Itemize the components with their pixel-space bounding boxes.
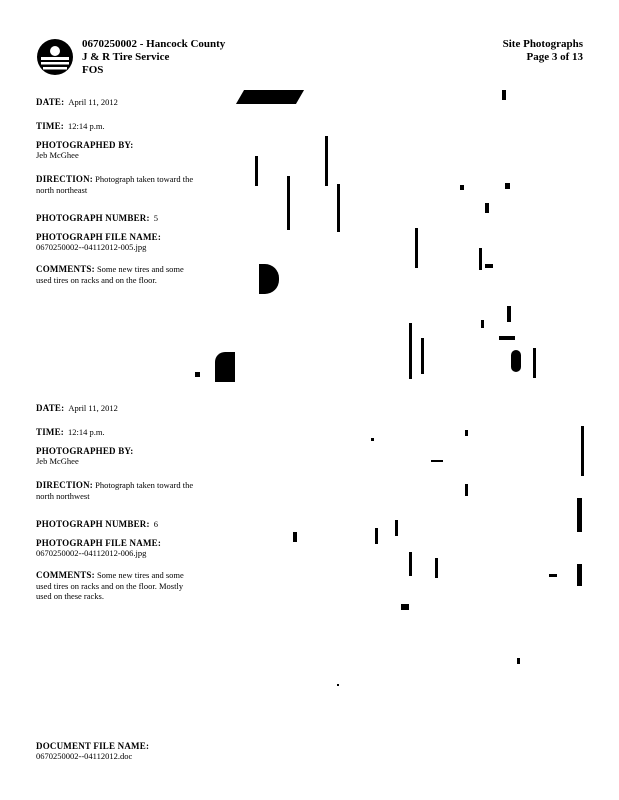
photo-info-block-5 — [36, 92, 196, 285]
document-file-value: 0670250002--04112012.doc — [36, 751, 133, 761]
file-name-value: 0670250002--04112012-005.jpg — [36, 242, 147, 252]
direction-label: DIRECTION: — [36, 174, 94, 184]
photographed-by-value: Jeb McGhee — [36, 150, 79, 160]
site-photo-5 — [195, 88, 550, 384]
time-value: 12:14 p.m. — [68, 121, 105, 131]
agency-logo — [36, 38, 74, 76]
header-left — [82, 38, 225, 77]
program-code: FOS — [82, 64, 104, 76]
date-label: DATE: — [36, 403, 65, 413]
file-name-label: PHOTOGRAPH FILE NAME: — [36, 538, 162, 548]
photo-number-label: PHOTOGRAPH NUMBER: — [36, 213, 150, 223]
comments-value: Some new tires and some used tires on racks and on the floor. — [36, 264, 184, 285]
time-label: TIME: — [36, 121, 64, 131]
date-label: DATE: — [36, 97, 65, 107]
file-name-label: PHOTOGRAPH FILE NAME: — [36, 232, 162, 242]
photographed-by-label: PHOTOGRAPHED BY: — [36, 140, 134, 150]
comments-value: Some new tires and some used tires on racks and on the floor. Mostly used on these racks. — [36, 570, 184, 601]
file-name-value: 0670250002--04112012-006.jpg — [36, 548, 147, 558]
date-value: April 11, 2012 — [68, 403, 118, 413]
doc-id-county: 0670250002 - Hancock County — [82, 38, 226, 50]
time-label: TIME: — [36, 427, 64, 437]
date-value: April 11, 2012 — [68, 97, 118, 107]
document-file-label: DOCUMENT FILE NAME: — [36, 741, 150, 751]
document-file-info — [36, 741, 149, 762]
photo-info-block-6 — [36, 398, 196, 602]
photo-number-label: PHOTOGRAPH NUMBER: — [36, 519, 150, 529]
photographed-by-label: PHOTOGRAPHED BY: — [36, 446, 134, 456]
direction-value: Photograph taken toward the north northwest — [36, 480, 194, 501]
photographed-by-value: Jeb McGhee — [36, 456, 79, 466]
comments-label: COMMENTS: — [36, 264, 95, 274]
photo-number-value: 6 — [153, 519, 158, 529]
time-value: 12:14 p.m. — [68, 427, 105, 437]
page-info: Page 3 of 13 — [526, 51, 583, 63]
direction-label: DIRECTION: — [36, 480, 94, 490]
site-photo-6 — [195, 398, 595, 698]
direction-value: Photograph taken toward the north northeast — [36, 174, 194, 195]
facility-name: J & R Tire Service — [82, 51, 170, 63]
seal-icon — [36, 38, 74, 76]
header-right — [503, 38, 583, 64]
photo-number-value: 5 — [153, 213, 158, 223]
comments-label: COMMENTS: — [36, 570, 95, 580]
section-title: Site Photographs — [502, 38, 583, 50]
